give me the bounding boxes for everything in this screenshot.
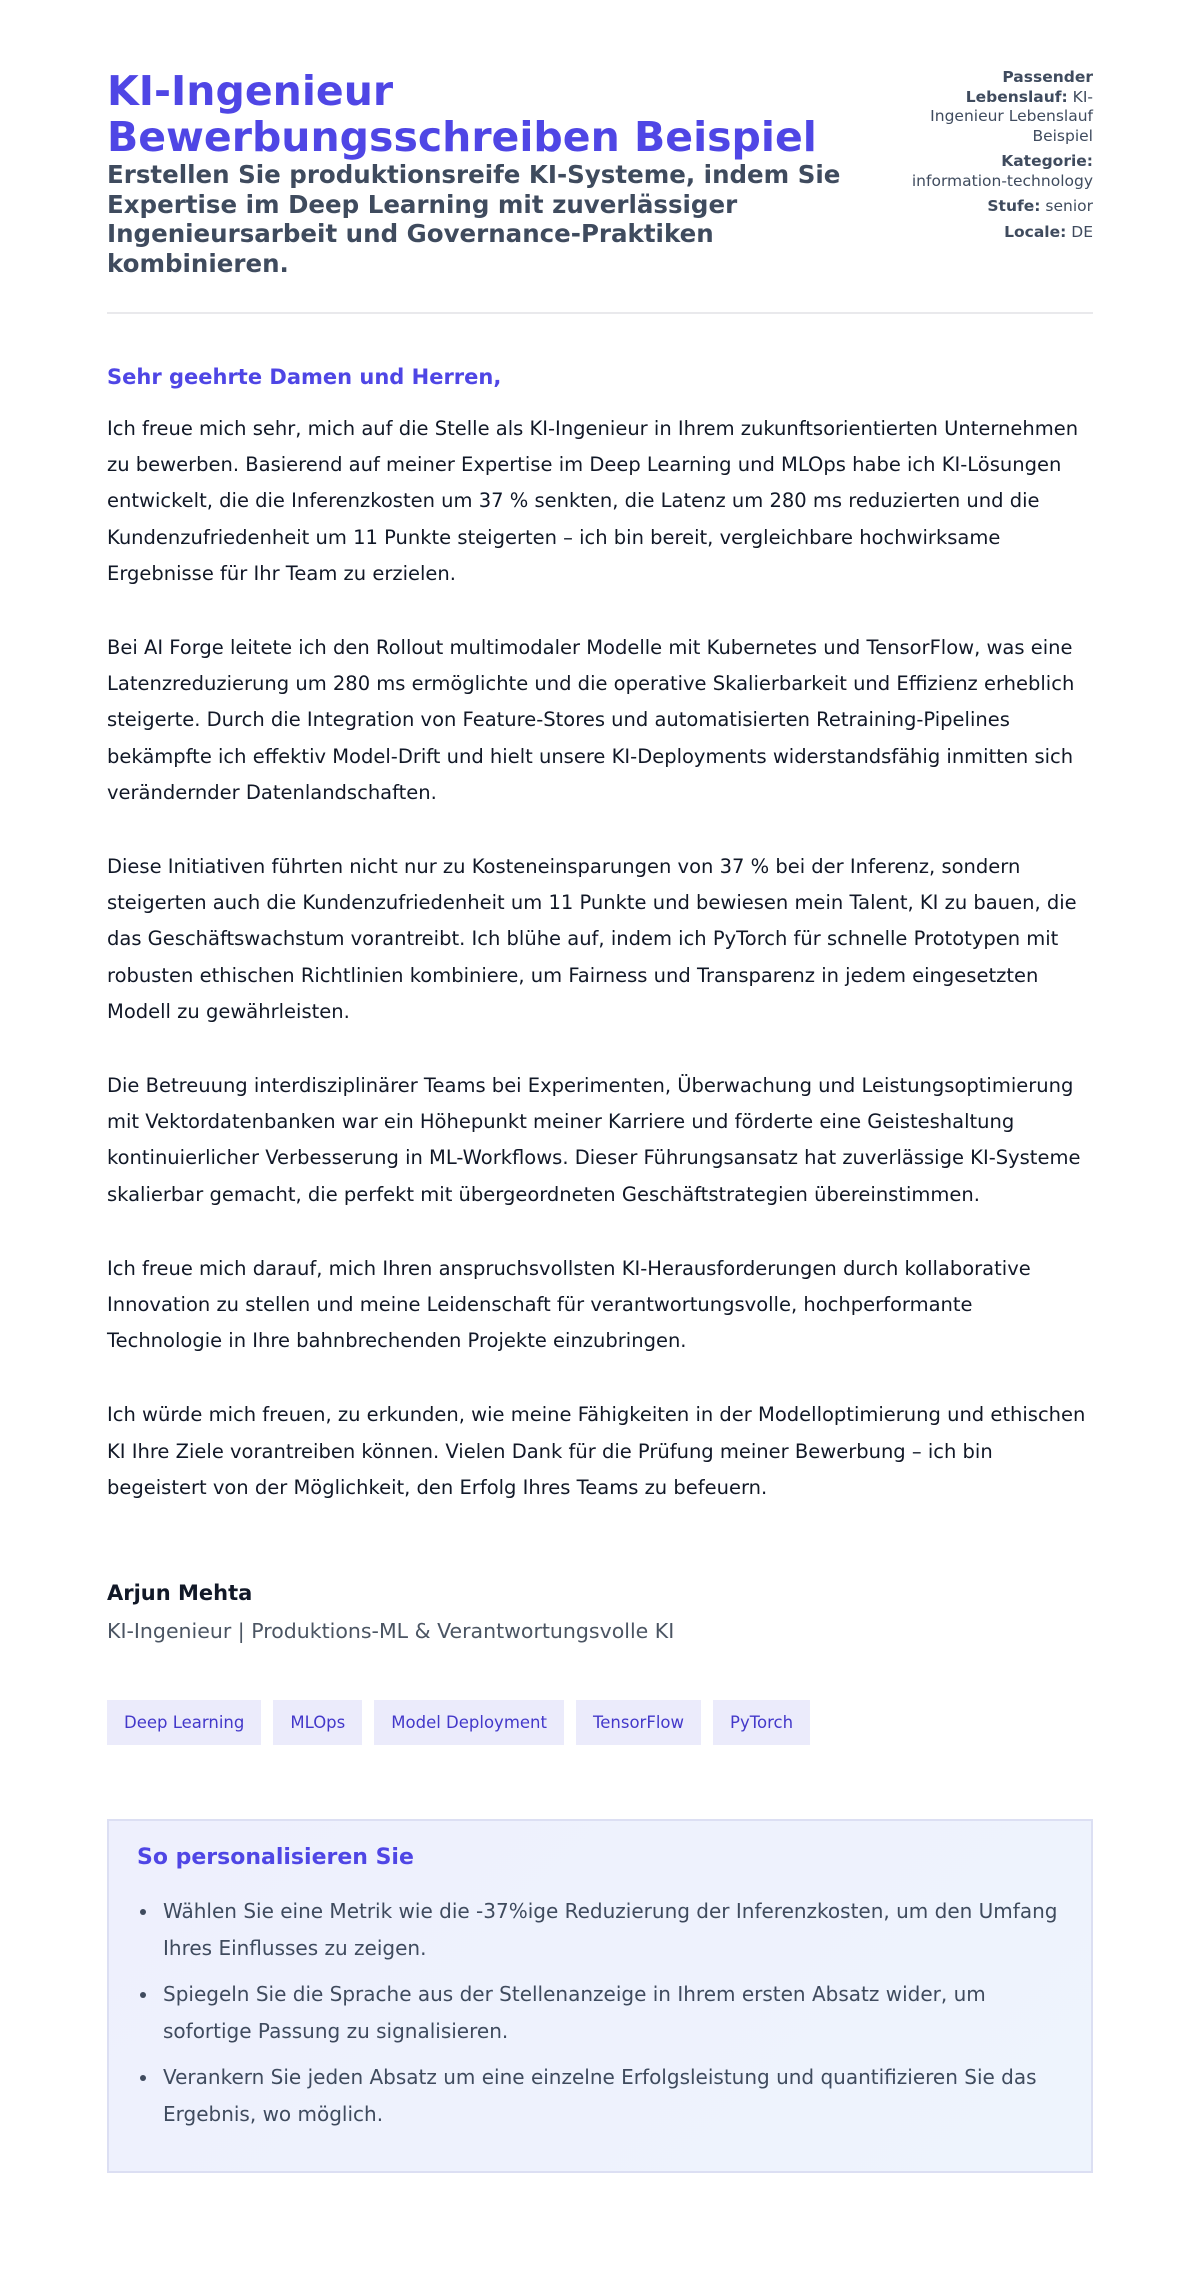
bullet-icon (140, 1992, 146, 1998)
tip-text: Spiegeln Sie die Sprache aus der Stellenanzeige in Ihrem ersten Absatz wider, um sofortige Passung zu signalisieren. (163, 1982, 986, 2044)
meta-locale-value: DE (1071, 222, 1093, 241)
tips-title: So personalisieren Sie (137, 1845, 414, 1871)
letter-paragraph: Ich freue mich darauf, mich Ihren anspruchsvollsten KI-Herausforderungen durch kollaborative Innovation zu stellen und meine Leidenschaft für verantwortungsvolle, hochperformante Technologie in Ihre bahnbrechenden Projekte einzubringen. (107, 1256, 1031, 1353)
meta-resume-value: KI-Ingenieur Lebenslauf Beispiel (930, 87, 1093, 145)
meta-level-value: senior (1045, 197, 1093, 215)
meta-category-value: information-technology (911, 171, 1093, 190)
skill-tags (107, 1700, 1093, 1745)
bullet-icon (140, 1909, 146, 1915)
tips-list (137, 1893, 1063, 2133)
letter-body (107, 363, 1093, 1506)
page-header (107, 68, 1093, 314)
tip-text: Verankern Sie jeden Absatz um eine einzelne Erfolgsleistung und quantifizieren Sie das Ergebnis, wo möglich. (163, 2065, 1037, 2127)
skill-tag-tensorflow[interactable]: TensorFlow (576, 1700, 701, 1745)
meta-level (903, 197, 1093, 217)
letter-paragraphs (107, 411, 1093, 1506)
letter-paragraph: Diese Initiativen führten nicht nur zu Kosteneinsparungen von 37 % bei der Inferenz, sondern steigerten auch die Kundenzufriedenheit um 11 Punkte und bewiesen mein Talent, KI zu bauen, die das Geschäftswachstum vorantreibt. Ich blühe auf, indem ich PyTorch für schnelle Prototypen mit robusten ethischen Richtlinien kombiniere, um Fairness und Transparenz in jedem eingesetzten Modell zu gewährleisten. (107, 855, 1077, 1023)
signature-name: Arjun Mehta (107, 1581, 253, 1606)
signature-block (107, 1578, 1093, 1646)
bullet-icon (140, 2075, 146, 2081)
page-title: KI-Ingenieur Bewerbungsschreiben Beispiel (107, 67, 817, 161)
personalization-tips-box (107, 1819, 1093, 2173)
meta-resume (903, 68, 1093, 146)
tip-text: Wählen Sie eine Metrik wie die -37%ige Reduzierung der Inferenzkosten, um den Umfang Ihres Einflusses zu zeigen. (163, 1899, 1058, 1961)
meta-info (903, 68, 1093, 248)
letter-paragraph: Ich würde mich freuen, zu erkunden, wie meine Fähigkeiten in der Modelloptimierung und ethischen KI Ihre Ziele vorantreiben können. Vielen Dank für die Prüfung meiner Bewerbung – ich bin begeistert von der Möglichkeit, den Erfolg Ihres Teams zu befeuern. (107, 1403, 1086, 1499)
tip-item (137, 2059, 1063, 2133)
letter-paragraph: Bei AI Forge leitete ich den Rollout multimodaler Modelle mit Kubernetes und TensorFlow, was eine Latenzreduzierung um 280 ms ermöglichte und die operative Skalierbarkeit und Effizienz erheblich steigerte. Durch die Integration von Feature-Stores und automatisierten Retraining-Pipelines bekämpfte ich effektiv Model-Drift und hielt unsere KI-Deployments widerstandsfähig inmitten sich verändernder Datenlandschaften. (107, 636, 1075, 804)
meta-category-label: Kategorie: (1001, 152, 1093, 170)
salutation: Sehr geehrte Damen und Herren, (107, 365, 502, 389)
skill-tag-model-deployment[interactable]: Model Deployment (374, 1700, 564, 1745)
signature-title: KI-Ingenieur | Produktions-ML & Verantwortungsvolle KI (107, 1619, 675, 1644)
header-title-block (107, 68, 897, 278)
tip-item (137, 1893, 1063, 1967)
meta-locale-label: Locale: (1004, 222, 1067, 241)
page-subtitle: Erstellen Sie produktionsreife KI-Systeme, indem Sie Expertise im Deep Learning mit zuverlässiger Ingenieursarbeit und Governance-Praktiken kombinieren. (107, 160, 841, 278)
letter-paragraph: Die Betreuung interdisziplinärer Teams bei Experimenten, Überwachung und Leistungsoptimierung mit Vektordatenbanken war ein Höhepunkt meiner Karriere und förderte eine Geisteshaltung kontinuierlicher Verbesserung in ML-Workflows. Dieser Führungsansatz hat zuverlässige KI-Systeme skalierbar gemacht, die perfekt mit übergeordneten Geschäftstrategien übereinstimmen. (107, 1074, 1081, 1206)
tip-item (137, 1976, 1063, 2050)
skill-tag-mlops[interactable]: MLOps (273, 1700, 362, 1745)
meta-resume-label: Passender Lebenslauf: (965, 68, 1093, 106)
skill-tag-pytorch[interactable]: PyTorch (713, 1700, 810, 1745)
meta-locale (903, 223, 1093, 243)
letter-paragraph: Ich freue mich sehr, mich auf die Stelle als KI-Ingenieur in Ihrem zukunftsorientierten Unternehmen zu bewerben. Basierend auf meiner Expertise im Deep Learning und MLOps habe ich KI-Lösungen entwickelt, die die Inferenzkosten um 37 % senkten, die Latenz um 280 ms reduzierten und die Kundenzufriedenheit um 11 Punkte steigerten – ich bin bereit, vergleichbare hochwirksame Ergebnisse für Ihr Team zu erzielen. (107, 417, 1079, 585)
meta-level-label: Stufe: (987, 197, 1041, 215)
skill-tag-deep-learning[interactable]: Deep Learning (107, 1700, 261, 1745)
meta-category (903, 152, 1093, 191)
